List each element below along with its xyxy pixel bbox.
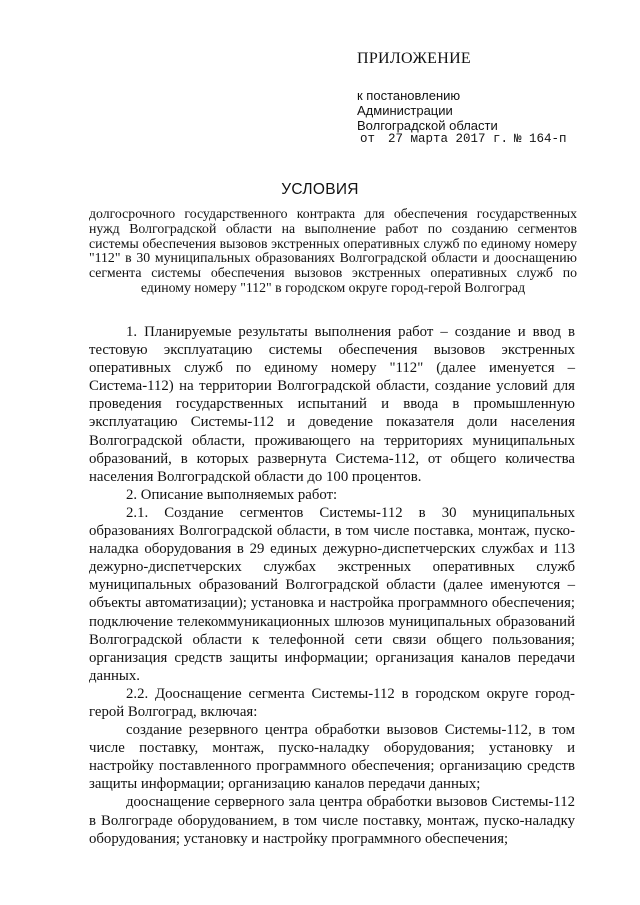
appendix-line-2: Администрации <box>357 103 453 118</box>
document-subtitle: долгосрочного государственного контракта для обеспечения государственных нужд Волгоградской области на выполнение работ по созданию сегментов системы обеспечения вызовов экстренных оперативных служб по единому номеру "112" в 30 муниципальных образованиях Волгоградской области и дооснащению сегмента системы обеспечения вызовов экстренных оперативных служб по единому номеру "112" в городском округе город-герой Волгоград <box>89 206 577 295</box>
appendix-header <box>357 50 498 133</box>
paragraph-1: 1. Планируемые результаты выполнения работ – создание и ввод в тестовую эксплуатацию системы обеспечения вызовов экстренных оперативных служб по единому номеру "112" (далее именуется – Система-112) на территории Волгоградской области, создание условий для проведения государственных испытаний и ввода в промышленную эксплуатацию Системы-112 и доведение показателя доли населения Волгоградской области, проживающего на территориях муниципальных образований, в которых развернута Система-112, от общего количества населения Волгоградской области до 100 процентов. <box>89 324 575 485</box>
order-number: № 164-п <box>514 132 567 146</box>
appendix-title: ПРИЛОЖЕНИЕ <box>357 50 472 67</box>
order-date: 27 марта 2017 г. <box>388 132 509 146</box>
paragraph-2-2-item-2: дооснащение серверного зала центра обработки вызовов Системы-112 в Волгограде оборудованием, в том числе поставку, монтаж, пуско-наладку оборудования; установку и настройку программного обеспечения; <box>89 794 575 847</box>
paragraph-2-2-item-1: создание резервного центра обработки вызовов Системы-112, в том числе поставку, монтаж, пуско-наладку оборудования; установку и настройку поставленного программного обеспечения; организацию средств защиты информации; организацию каналов передачи данных; <box>89 722 575 793</box>
paragraph-2: 2. Описание выполняемых работ: <box>126 486 338 503</box>
document-body <box>89 323 575 848</box>
paragraph-2-1: 2.1. Создание сегментов Системы-112 в 30 муниципальных образованиях Волгоградской области, в том числе поставка, монтаж, пуско-наладка оборудования в 29 единых дежурно-диспетчерских службах и 113 дежурно-диспетчерских службах экстренных оперативных служб муниципальных образований Волгоградской области (далее именуются – объекты автоматизации); установка и настройка программного обеспечения; подключение телекоммуникационных шлюзов муниципальных образований Волгоградской области к телефонной сети связи общего пользования; организация средств защиты информации; организация каналов передачи данных. <box>89 504 575 684</box>
document-title: УСЛОВИЯ <box>281 181 359 198</box>
appendix-line-1: к постановлению <box>357 88 461 103</box>
paragraph-2-2: 2.2. Дооснащение сегмента Системы-112 в городском округе город-герой Волгоград, включая: <box>89 685 575 720</box>
order-from-label: от <box>360 132 376 146</box>
appendix-line-3: Волгоградской области <box>357 118 498 133</box>
